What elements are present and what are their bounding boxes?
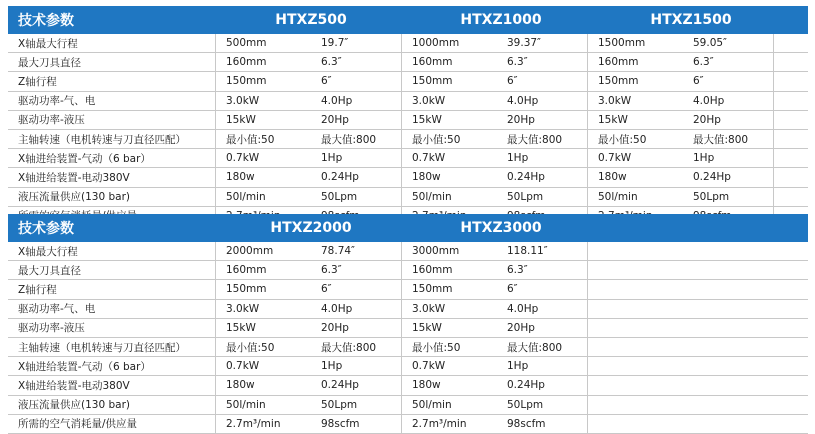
- metric-value: 150mm: [226, 75, 267, 88]
- metric-value: 180w: [412, 171, 441, 184]
- value-cell: [588, 92, 774, 110]
- value-cell: [402, 34, 588, 52]
- value-cell: [402, 319, 588, 337]
- param-label: X轴最大行程: [8, 34, 216, 52]
- metric-value: 0.7kW: [412, 360, 446, 373]
- value-cell: [216, 149, 402, 167]
- value-cell: [588, 72, 774, 90]
- imperial-value: 20Hp: [321, 321, 349, 334]
- empty-cell: [588, 261, 808, 279]
- metric-value: 150mm: [412, 75, 453, 88]
- table-row: [8, 168, 808, 187]
- imperial-value: 6.3″: [507, 56, 528, 69]
- param-label: X轴进给装置-电动380V: [8, 376, 216, 394]
- table-row: [8, 396, 808, 415]
- table-row: [8, 280, 808, 299]
- table-row: [8, 34, 808, 53]
- table-row: [8, 415, 808, 434]
- value-cell: [216, 261, 402, 279]
- table-row: [8, 92, 808, 111]
- metric-value: 2.7m³/min: [412, 417, 467, 430]
- param-label: X轴最大行程: [8, 242, 216, 260]
- imperial-value: 4.0Hp: [507, 94, 539, 107]
- metric-value: 50l/min: [412, 190, 452, 203]
- metric-value: 3000mm: [412, 245, 460, 258]
- metric-value: 最小值:50: [598, 133, 647, 146]
- table-row: [8, 319, 808, 338]
- value-cell: [216, 34, 402, 52]
- value-cell: [402, 111, 588, 129]
- metric-value: 1000mm: [412, 37, 460, 50]
- value-cell: [216, 53, 402, 71]
- metric-value: 3.0kW: [226, 302, 260, 315]
- metric-value: 0.7kW: [226, 360, 260, 373]
- table-header: [8, 214, 808, 242]
- table-row: [8, 111, 808, 130]
- param-label: 驱动功率-液压: [8, 319, 216, 337]
- header-label: 技术参数: [18, 13, 74, 29]
- empty-cell: [588, 319, 808, 337]
- metric-value: 50l/min: [412, 398, 452, 411]
- metric-value: 15kW: [412, 113, 442, 126]
- metric-value: 15kW: [226, 113, 256, 126]
- imperial-value: 20Hp: [321, 113, 349, 126]
- value-cell: [216, 280, 402, 298]
- imperial-value: 6″: [507, 75, 518, 88]
- imperial-value: 1Hp: [507, 360, 529, 373]
- imperial-value: 98scfm: [507, 417, 546, 430]
- table-row: [8, 149, 808, 168]
- value-cell: [216, 396, 402, 414]
- metric-value: 180w: [226, 171, 255, 184]
- imperial-value: 4.0Hp: [507, 302, 539, 315]
- imperial-value: 50Lpm: [693, 190, 730, 203]
- metric-value: 180w: [412, 379, 441, 392]
- param-label: 驱动功率-液压: [8, 111, 216, 129]
- param-label: 液压流量供应(130 bar): [8, 188, 216, 206]
- spec-table-2: [8, 214, 808, 434]
- value-cell: [402, 149, 588, 167]
- table-row: [8, 130, 808, 149]
- param-label: Z轴行程: [8, 280, 216, 298]
- value-cell: [402, 300, 588, 318]
- metric-value: 150mm: [598, 75, 639, 88]
- value-cell: [216, 111, 402, 129]
- imperial-value: 0.24Hp: [693, 171, 731, 184]
- metric-value: 150mm: [412, 283, 453, 296]
- imperial-value: 39.37″: [507, 37, 541, 50]
- imperial-value: 6.3″: [507, 264, 528, 277]
- metric-value: 160mm: [226, 264, 267, 277]
- imperial-value: 50Lpm: [321, 398, 358, 411]
- metric-value: 1500mm: [598, 37, 646, 50]
- table-row: [8, 376, 808, 395]
- value-cell: [588, 53, 774, 71]
- empty-cell: [588, 357, 808, 375]
- imperial-value: 最大值:800: [321, 133, 377, 146]
- imperial-value: 50Lpm: [507, 398, 544, 411]
- imperial-value: 1Hp: [321, 152, 343, 165]
- metric-value: 最小值:50: [226, 341, 275, 354]
- metric-value: 0.7kW: [226, 152, 260, 165]
- metric-value: 2000mm: [226, 245, 274, 258]
- metric-value: 3.0kW: [226, 94, 260, 107]
- imperial-value: 50Lpm: [321, 190, 358, 203]
- value-cell: [216, 357, 402, 375]
- metric-value: 50l/min: [598, 190, 638, 203]
- value-cell: [402, 53, 588, 71]
- value-cell: [216, 376, 402, 394]
- table-row: [8, 338, 808, 357]
- param-label: 主轴转速（电机转速与刀直径匹配）: [8, 338, 216, 356]
- value-cell: [402, 357, 588, 375]
- model-name: HTXZ1000: [460, 12, 542, 28]
- value-cell: [216, 300, 402, 318]
- value-cell: [402, 188, 588, 206]
- value-cell: [588, 168, 774, 186]
- empty-cell: [588, 300, 808, 318]
- imperial-value: 78.74″: [321, 245, 355, 258]
- value-cell: [216, 168, 402, 186]
- metric-value: 50l/min: [226, 398, 266, 411]
- value-cell: [402, 242, 588, 260]
- value-cell: [216, 130, 402, 148]
- imperial-value: 6″: [321, 75, 332, 88]
- value-cell: [402, 261, 588, 279]
- imperial-value: 1Hp: [693, 152, 715, 165]
- imperial-value: 19.7″: [321, 37, 349, 50]
- table-row: [8, 242, 808, 261]
- empty-cell: [588, 242, 808, 260]
- metric-value: 3.0kW: [412, 94, 446, 107]
- empty-cell: [588, 338, 808, 356]
- value-cell: [402, 338, 588, 356]
- model-name: HTXZ2000: [270, 220, 352, 236]
- table-row: [8, 261, 808, 280]
- metric-value: 180w: [598, 171, 627, 184]
- imperial-value: 118.11″: [507, 245, 548, 258]
- imperial-value: 4.0Hp: [693, 94, 725, 107]
- metric-value: 180w: [226, 379, 255, 392]
- metric-value: 最小值:50: [412, 133, 461, 146]
- param-label: 主轴转速（电机转速与刀直径匹配）: [8, 130, 216, 148]
- metric-value: 2.7m³/min: [226, 417, 281, 430]
- imperial-value: 0.24Hp: [507, 171, 545, 184]
- param-label: 驱动功率-气、电: [8, 300, 216, 318]
- metric-value: 150mm: [226, 283, 267, 296]
- imperial-value: 6.3″: [321, 264, 342, 277]
- empty-cell: [588, 376, 808, 394]
- value-cell: [216, 188, 402, 206]
- metric-value: 3.0kW: [412, 302, 446, 315]
- param-label: X轴进给装置-电动380V: [8, 168, 216, 186]
- value-cell: [588, 149, 774, 167]
- value-cell: [588, 111, 774, 129]
- table-row: [8, 357, 808, 376]
- empty-cell: [588, 280, 808, 298]
- table-header: [8, 6, 808, 34]
- imperial-value: 59.05″: [693, 37, 727, 50]
- value-cell: [402, 376, 588, 394]
- metric-value: 160mm: [598, 56, 639, 69]
- model-name: HTXZ3000: [460, 220, 542, 236]
- table-row: [8, 188, 808, 207]
- table-row: [8, 300, 808, 319]
- metric-value: 0.7kW: [412, 152, 446, 165]
- value-cell: [402, 92, 588, 110]
- param-label: X轴进给装置-气动（6 bar）: [8, 357, 216, 375]
- value-cell: [216, 242, 402, 260]
- header-label: 技术参数: [18, 221, 74, 237]
- value-cell: [588, 34, 774, 52]
- spec-table-1: [8, 6, 808, 226]
- imperial-value: 20Hp: [507, 113, 535, 126]
- imperial-value: 6″: [693, 75, 704, 88]
- imperial-value: 50Lpm: [507, 190, 544, 203]
- imperial-value: 6.3″: [321, 56, 342, 69]
- metric-value: 500mm: [226, 37, 267, 50]
- imperial-value: 6.3″: [693, 56, 714, 69]
- param-label: 所需的空气消耗量/供应量: [8, 415, 216, 433]
- param-label: 驱动功率-气、电: [8, 92, 216, 110]
- metric-value: 50l/min: [226, 190, 266, 203]
- table-row: [8, 53, 808, 72]
- metric-value: 160mm: [412, 56, 453, 69]
- metric-value: 15kW: [412, 321, 442, 334]
- model-name: HTXZ1500: [650, 12, 732, 28]
- imperial-value: 0.24Hp: [507, 379, 545, 392]
- metric-value: 最小值:50: [226, 133, 275, 146]
- metric-value: 160mm: [412, 264, 453, 277]
- imperial-value: 20Hp: [693, 113, 721, 126]
- imperial-value: 6″: [507, 283, 518, 296]
- metric-value: 0.7kW: [598, 152, 632, 165]
- value-cell: [402, 72, 588, 90]
- imperial-value: 1Hp: [507, 152, 529, 165]
- imperial-value: 4.0Hp: [321, 94, 353, 107]
- value-cell: [402, 280, 588, 298]
- imperial-value: 1Hp: [321, 360, 343, 373]
- value-cell: [216, 319, 402, 337]
- value-cell: [402, 168, 588, 186]
- value-cell: [588, 188, 774, 206]
- metric-value: 3.0kW: [598, 94, 632, 107]
- empty-cell: [588, 396, 808, 414]
- imperial-value: 4.0Hp: [321, 302, 353, 315]
- value-cell: [216, 338, 402, 356]
- value-cell: [588, 130, 774, 148]
- imperial-value: 0.24Hp: [321, 379, 359, 392]
- model-name: HTXZ500: [275, 12, 347, 28]
- imperial-value: 最大值:800: [321, 341, 377, 354]
- metric-value: 最小值:50: [412, 341, 461, 354]
- metric-value: 15kW: [226, 321, 256, 334]
- imperial-value: 6″: [321, 283, 332, 296]
- imperial-value: 最大值:800: [507, 341, 563, 354]
- imperial-value: 0.24Hp: [321, 171, 359, 184]
- metric-value: 15kW: [598, 113, 628, 126]
- imperial-value: 最大值:800: [693, 133, 749, 146]
- param-label: 最大刀具直径: [8, 53, 216, 71]
- value-cell: [216, 72, 402, 90]
- param-label: X轴进给装置-气动（6 bar）: [8, 149, 216, 167]
- param-label: Z轴行程: [8, 72, 216, 90]
- param-label: 液压流量供应(130 bar): [8, 396, 216, 414]
- imperial-value: 98scfm: [321, 417, 360, 430]
- table-row: [8, 72, 808, 91]
- param-label: 最大刀具直径: [8, 261, 216, 279]
- imperial-value: 最大值:800: [507, 133, 563, 146]
- imperial-value: 20Hp: [507, 321, 535, 334]
- value-cell: [216, 92, 402, 110]
- metric-value: 160mm: [226, 56, 267, 69]
- value-cell: [402, 396, 588, 414]
- value-cell: [402, 130, 588, 148]
